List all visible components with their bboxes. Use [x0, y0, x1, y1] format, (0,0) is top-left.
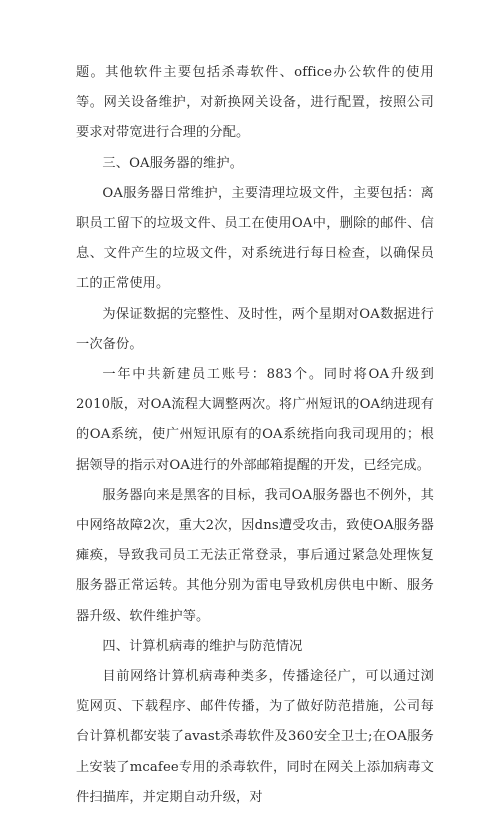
paragraph-oa-daily-maintenance: OA服务器日常维护，主要清理垃圾文件，主要包括：离职员工留下的垃圾文件、员工在使用OA中，删除的邮件、信息、文件产生的垃圾文件，对系统进行每日检查，以确保员工的正常使用。 — [76, 185, 434, 292]
paragraph-continuation: 题。其他软件主要包括杀毒软件、office办公软件的使用等。网关设备维护，对新换网关设备，进行配置，按照公司要求对带宽进行合理的分配。 — [76, 65, 434, 141]
paragraph-server-incidents: 服务器向来是黑客的目标，我司OA服务器也不例外，其中网络故障2次，重大2次，因dns遭受攻击，致使OA服务器瘫痪，导致我司员工无法正常登录，事后通过紧急处理恢复服务器正常运转。其他分别为雷电导致机房供电中断、服务器升级、软件维护等。 — [76, 487, 434, 624]
paragraph-new-accounts: 一年中共新建员工账号：883个。同时将OA升级到2010版，对OA流程大调整两次。将广州短讯的OA纳进现有的OA系统，使广州短讯原有的OA系统指向我司现用的；根据领导的指示对OA进行的外部邮箱提醒的开发，已经完成。 — [76, 367, 434, 473]
paragraph-virus-measures: 目前网络计算机病毒种类多，传播途径广，可以通过浏览网页、下载程序、邮件传播，为了做好防范措施，公司每台计算机都安装了avast杀毒软件及360安全卫士;在OA服务上安装了mcafee专用的杀毒软件，同时在网关上添加病毒文件扫描库，并定期自动升级，对 — [76, 669, 434, 805]
section-heading-oa-server: 三、OA服务器的维护。 — [102, 155, 244, 171]
paragraph-oa-backup: 为保证数据的完整性、及时性，两个星期对OA数据进行一次备份。 — [76, 306, 434, 352]
section-heading-virus-protection: 四、计算机病毒的维护与防范情况 — [102, 638, 303, 654]
document-body — [76, 58, 434, 813]
